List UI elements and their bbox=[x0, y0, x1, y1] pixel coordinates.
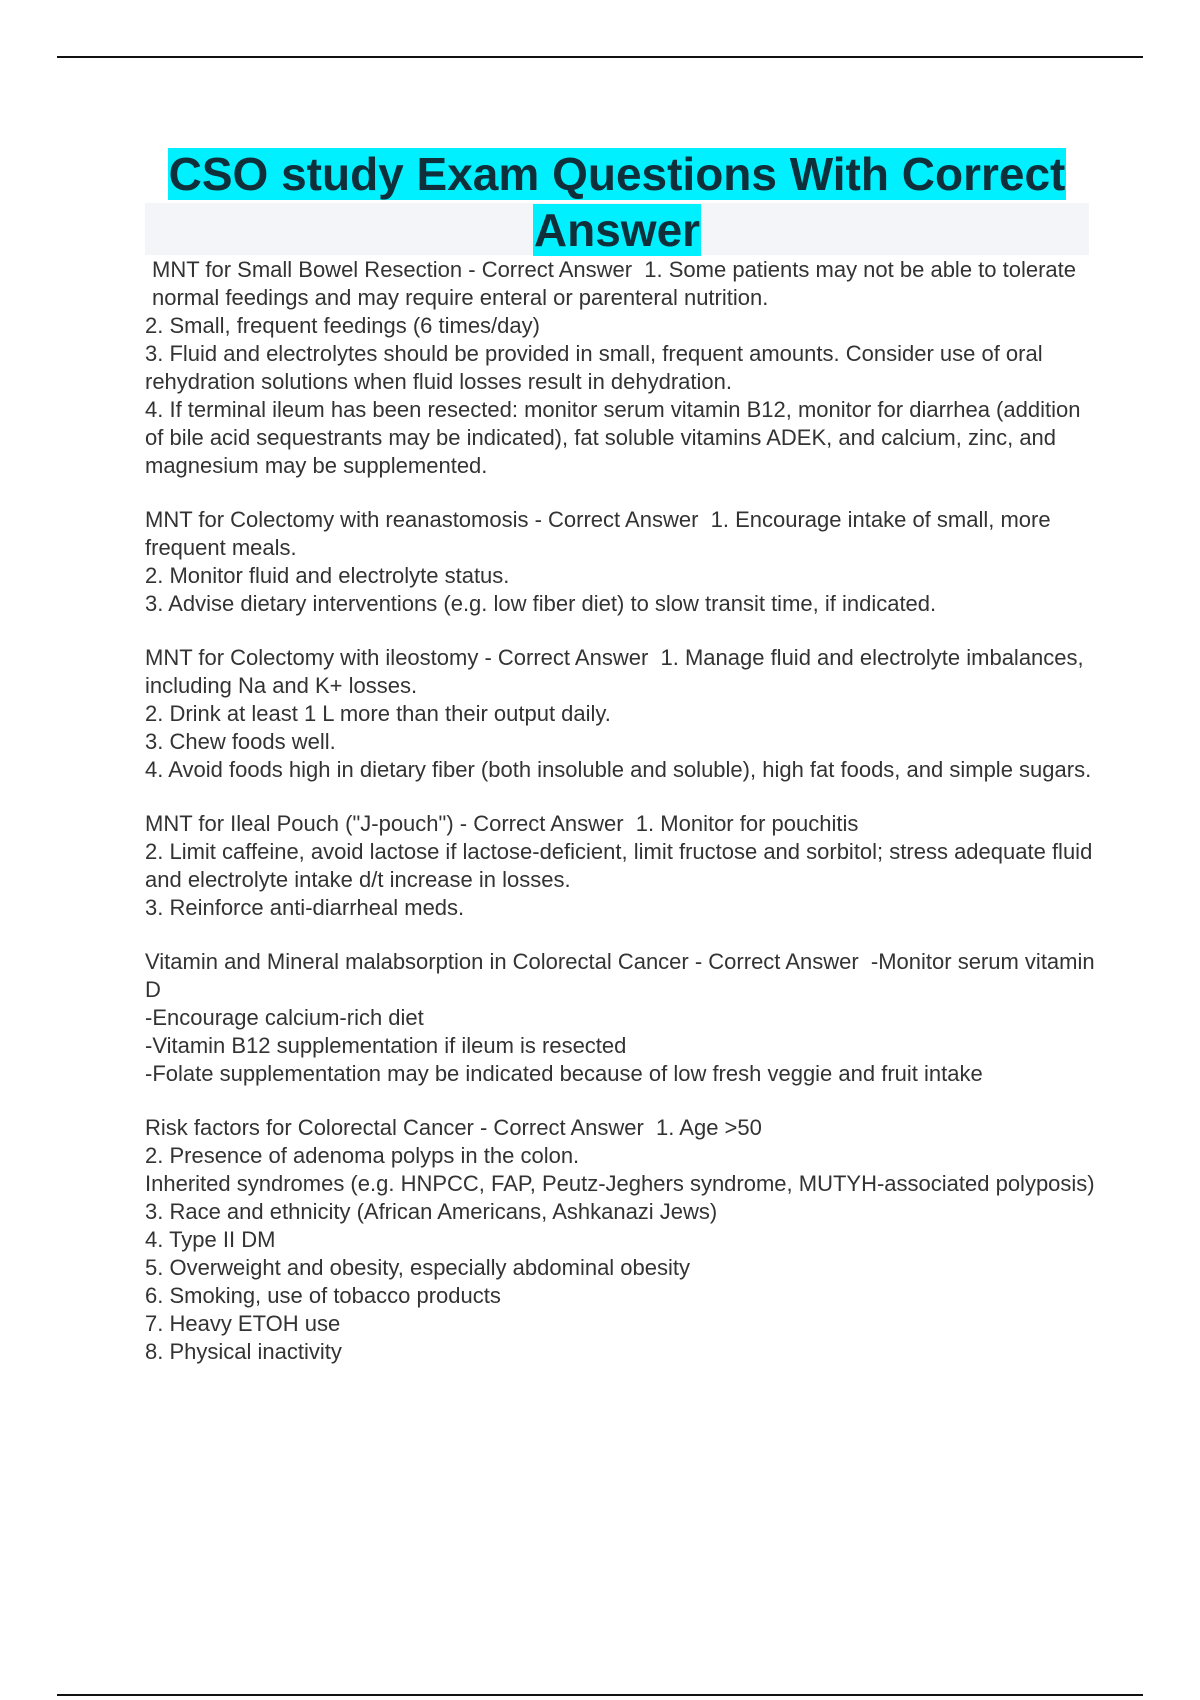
qa-entry-colectomy-reanastomosis bbox=[145, 506, 1095, 618]
entry-line: 3. Advise dietary interventions (e.g. low fiber diet) to slow transit time, if indicated. bbox=[145, 591, 937, 616]
document-title bbox=[145, 146, 1089, 258]
entry-line: MNT for Ileal Pouch ("J-pouch") - Correct Answer 1. Monitor for pouchitis bbox=[145, 811, 859, 836]
qa-entry-colectomy-ileostomy bbox=[145, 644, 1095, 784]
entry-line: MNT for Colectomy with reanastomosis - Correct Answer 1. Encourage intake of small, more frequent meals. bbox=[145, 507, 1057, 560]
entry-line: 3. Fluid and electrolytes should be provided in small, frequent amounts. Consider use of oral rehydration solutions when fluid losses result in dehydration. bbox=[145, 341, 1049, 394]
entry-line: 7. Heavy ETOH use bbox=[145, 1311, 341, 1336]
entry-line: 2. Limit caffeine, avoid lactose if lactose-deficient, limit fructose and sorbitol; stress adequate fluid and electrolyte intake d/t increase in losses. bbox=[145, 839, 1099, 892]
title-line-2: Answer bbox=[533, 204, 701, 256]
entry-line: 3. Race and ethnicity (African Americans, Ashkanazi Jews) bbox=[145, 1199, 718, 1224]
entry-line: 8. Physical inactivity bbox=[145, 1339, 342, 1364]
entry-line: -Encourage calcium-rich diet bbox=[145, 1005, 424, 1030]
entry-line: MNT for Small Bowel Resection - Correct Answer 1. Some patients may not be able to tolerate normal feedings and may require enteral or parenteral nutrition. bbox=[152, 257, 1083, 310]
entry-line: Inherited syndromes (e.g. HNPCC, FAP, Peutz-Jeghers syndrome, MUTYH-associated polyposis) bbox=[145, 1171, 1095, 1196]
entry-line: Risk factors for Colorectal Cancer - Correct Answer 1. Age >50 bbox=[145, 1115, 762, 1140]
entry-line: MNT for Colectomy with ileostomy - Correct Answer 1. Manage fluid and electrolyte imbalances, including Na and K+ losses. bbox=[145, 645, 1090, 698]
entry-line: 2. Small, frequent feedings (6 times/day) bbox=[145, 313, 540, 338]
entry-line: -Vitamin B12 supplementation if ileum is resected bbox=[145, 1033, 627, 1058]
entry-line: 4. If terminal ileum has been resected: monitor serum vitamin B12, monitor for diarrhea (addition of bile acid sequestrants may be indicated), fat soluble vitamins ADEK, and calcium, zinc, and magnesium may be supplemented. bbox=[145, 397, 1087, 478]
qa-entry-ileal-pouch bbox=[145, 810, 1099, 922]
entry-line: 2. Presence of adenoma polyps in the colon. bbox=[145, 1143, 580, 1168]
entry-line: 4. Type II DM bbox=[145, 1227, 276, 1252]
top-rule bbox=[57, 56, 1143, 58]
entry-line: 6. Smoking, use of tobacco products bbox=[145, 1283, 501, 1308]
qa-entry-vitamin-mineral-malabsorption bbox=[145, 948, 1101, 1088]
entry-line: 5. Overweight and obesity, especially abdominal obesity bbox=[145, 1255, 691, 1280]
qa-entry-small-bowel-resection bbox=[145, 256, 1095, 480]
entry-line: 3. Chew foods well. bbox=[145, 729, 336, 754]
entry-line: 4. Avoid foods high in dietary fiber (both insoluble and soluble), high fat foods, and simple sugars. bbox=[145, 757, 1092, 782]
title-line-1: CSO study Exam Questions With Correct bbox=[168, 148, 1066, 200]
qa-entry-colorectal-risk-factors bbox=[145, 1114, 1095, 1366]
document-body bbox=[145, 256, 1101, 1392]
bottom-rule bbox=[57, 1694, 1143, 1696]
entry-line: -Folate supplementation may be indicated because of low fresh veggie and fruit intake bbox=[145, 1061, 983, 1086]
entry-line: 2. Drink at least 1 L more than their output daily. bbox=[145, 701, 611, 726]
entry-line: Vitamin and Mineral malabsorption in Colorectal Cancer - Correct Answer -Monitor serum vitamin D bbox=[145, 949, 1101, 1002]
entry-line: 3. Reinforce anti-diarrheal meds. bbox=[145, 895, 465, 920]
entry-line: 2. Monitor fluid and electrolyte status. bbox=[145, 563, 510, 588]
